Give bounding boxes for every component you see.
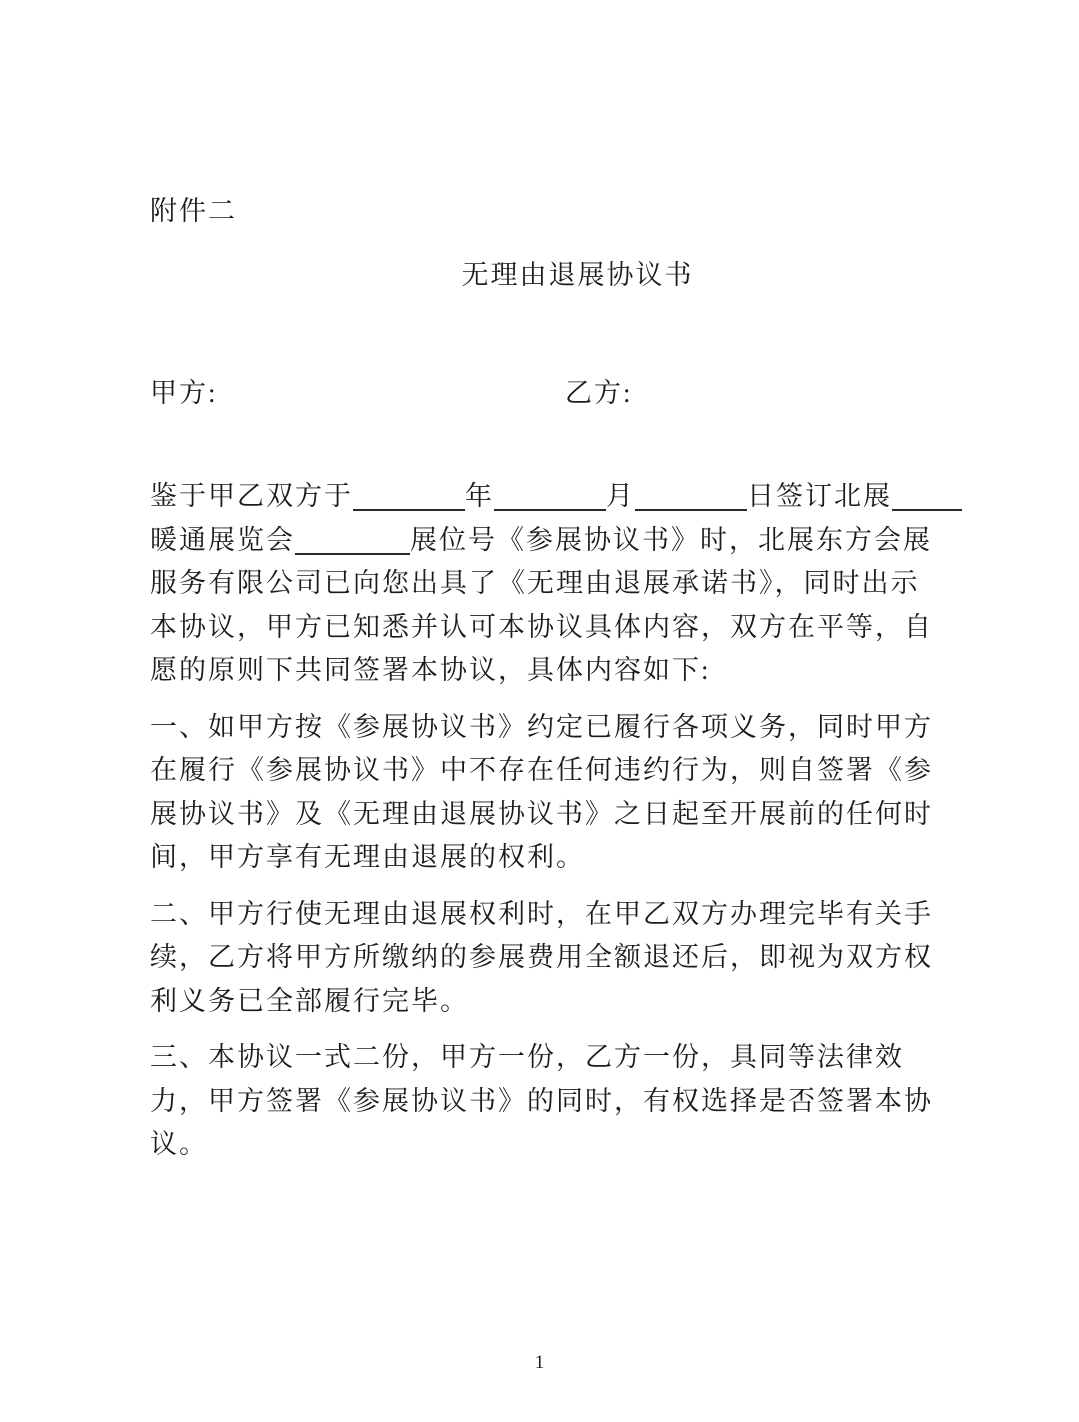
text-line: 续，乙方将甲方所缴纳的参展费用全额退还后，即视为双方权	[150, 942, 933, 972]
paragraph-clause-1	[150, 706, 962, 880]
paragraph-clause-3	[150, 1036, 962, 1167]
text-line: 利义务已全部履行完毕。	[150, 985, 469, 1016]
paragraph-clause-2	[150, 893, 962, 1024]
text-line: 在履行《参展协议书》中不存在任何违约行为，则自签署《参	[150, 755, 933, 785]
text-line: 展协议书》及《无理由退展协议书》之日起至开展前的任何时	[150, 798, 933, 829]
text-line: 一、如甲方按《参展协议书》约定已履行各项义务，同时甲方	[150, 711, 933, 742]
text-line: 服务有限公司已向您出具了《无理由退展承诺书》，同时出示	[150, 568, 920, 598]
text-line: 本协议，甲方已知悉并认可本协议具体内容，双方在平等，自	[150, 611, 933, 642]
page-number: 1	[534, 1352, 545, 1373]
paragraphs	[150, 475, 962, 1180]
text-line: 议。	[150, 1129, 208, 1159]
blank-line	[353, 481, 465, 511]
text-line: 力，甲方签署《参展协议书》的同时，有权选择是否签署本协	[150, 1085, 933, 1116]
party-b-label: 乙方:	[565, 378, 633, 408]
text-line: 三、本协议一式二份，甲方一份，乙方一份，具同等法律效	[150, 1042, 904, 1072]
blank-line	[892, 481, 962, 511]
document-title: 无理由退展协议书	[461, 260, 694, 290]
blank-line	[295, 525, 410, 555]
text-line: 间，甲方享有无理由退展的权利。	[150, 842, 585, 872]
blank-line	[494, 481, 606, 511]
paragraph-preamble	[150, 475, 962, 693]
attachment-label: 附件二	[150, 196, 237, 226]
text-line: 暖通展览会 展位号《参展协议书》时，北展东方会展	[150, 524, 932, 555]
party-a-label: 甲方:	[150, 378, 218, 408]
text-line: 愿的原则下共同签署本协议，具体内容如下:	[150, 655, 711, 685]
blank-line	[635, 481, 747, 511]
party-row	[150, 372, 945, 416]
text-line: 鉴于甲乙双方于 年 月 日签订北展	[150, 475, 962, 519]
text-line: 二、甲方行使无理由退展权利时，在甲乙双方办理完毕有关手	[150, 898, 933, 929]
